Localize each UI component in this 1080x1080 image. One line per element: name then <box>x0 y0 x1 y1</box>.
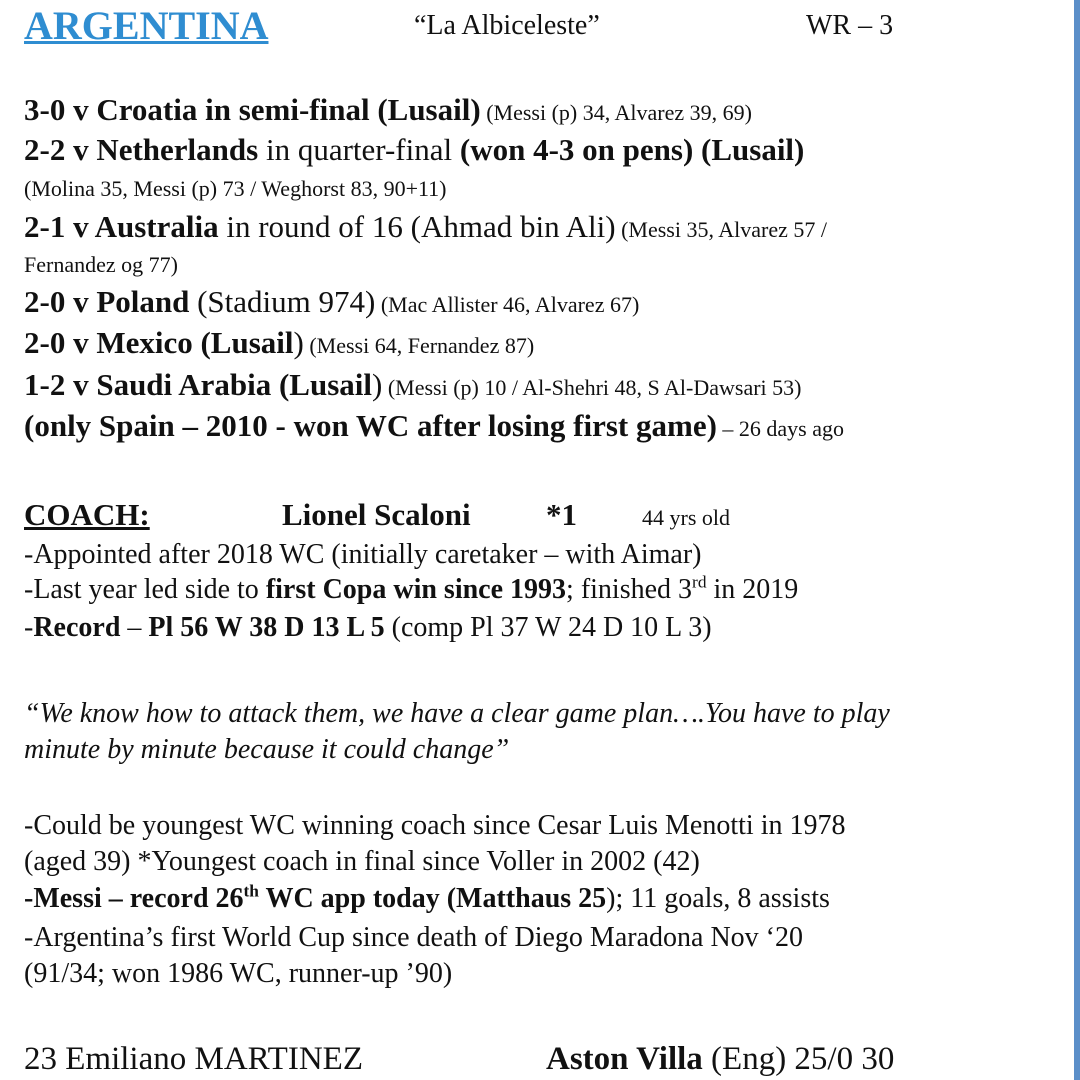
coach-quote-line1: “We know how to attack them, we have a clear game plan….You have to play <box>24 698 890 729</box>
result-stage: in round of 16 (Ahmad bin Ali) <box>218 209 616 244</box>
superscript: rd <box>692 572 707 592</box>
text-bold: Record <box>33 612 121 643</box>
note-maradona-cont: (91/34; won 1986 WC, runner-up ’90) <box>24 958 453 989</box>
note-youngest-coach: -Could be youngest WC winning coach since Cesar Luis Menotti in 1978 <box>24 810 846 841</box>
result-australia <box>24 211 827 242</box>
coach-heading: COACH: <box>24 497 150 532</box>
player-name: 23 Emiliano MARTINEZ <box>24 1041 363 1077</box>
result-venue-close: ) <box>371 367 383 402</box>
note-youngest-final: (aged 39) *Youngest coach in final since Voller in 2002 (42) <box>24 846 700 877</box>
text-bold: first Copa win since 1993 <box>265 574 567 605</box>
result-stage: in quarter-final <box>258 132 460 167</box>
result-score: 2-0 v Poland <box>24 284 190 319</box>
coach-header <box>24 497 730 533</box>
page-border <box>1074 0 1080 1080</box>
result-score: 3-0 v Croatia in semi-final (Lusail) <box>24 92 481 127</box>
note-suffix: – 26 days ago <box>716 416 845 441</box>
text-bold: Pl 56 W 38 D 13 L 5 <box>148 612 385 643</box>
coach-line-record <box>24 614 712 642</box>
result-scorers: (Mac Allister 46, Alvarez 67) <box>375 292 640 317</box>
result-scorers: (Messi (p) 10 / Al-Shehri 48, S Al-Dawsari 53) <box>382 375 802 400</box>
note-messi-record <box>24 881 830 914</box>
text: ); 11 goals, 8 assists <box>606 883 830 914</box>
result-scorers: (Messi 35, Alvarez 57 / <box>615 217 827 242</box>
result-venue: (Stadium 974) <box>189 284 376 319</box>
result-score: 2-1 v Australia <box>24 209 219 244</box>
coach-line-appointed: -Appointed after 2018 WC (initially caretaker – with Aimar) <box>24 539 702 570</box>
country-title: ARGENTINA <box>24 3 269 48</box>
result-pens: (won 4-3 on pens) (Lusail) <box>459 132 805 167</box>
text: (comp Pl 37 W 24 D 10 L 3) <box>384 612 712 643</box>
result-mexico <box>24 327 534 358</box>
text: ; finished 3 <box>566 574 693 605</box>
result-croatia <box>24 94 752 125</box>
team-nickname: “La Albiceleste” <box>414 10 600 41</box>
result-score: 2-0 v Mexico (Lusail <box>24 325 294 360</box>
text-bold: -Messi – record 26 <box>24 883 244 914</box>
result-score: 1-2 v Saudi Arabia (Lusail <box>24 367 372 402</box>
note-text: (only Spain – 2010 - won WC after losing first game) <box>24 408 717 443</box>
coach-age: 44 yrs old <box>642 505 730 530</box>
text: – <box>120 612 149 643</box>
note-maradona: -Argentina’s first World Cup since death of Diego Maradona Nov ‘20 <box>24 922 803 953</box>
superscript: th <box>243 881 259 901</box>
result-saudi-arabia <box>24 369 802 400</box>
result-scorers: (Messi (p) 34, Alvarez 39, 69) <box>480 100 752 125</box>
result-scorers: (Messi 64, Fernandez 87) <box>303 333 535 358</box>
result-poland <box>24 286 639 317</box>
coach-name: Lionel Scaloni <box>282 497 471 532</box>
player-club: Aston Villa <box>546 1041 703 1077</box>
text: in 2019 <box>706 574 799 605</box>
text-bold: WC app today (Matthaus 25 <box>258 883 607 914</box>
player-club-line <box>546 1043 894 1076</box>
text: - <box>24 612 34 643</box>
player-club-details: (Eng) 25/0 30 <box>702 1041 895 1077</box>
result-netherlands <box>24 134 804 165</box>
result-scorers: (Molina 35, Messi (p) 73 / Weghorst 83, 90+11) <box>24 176 447 201</box>
coach-line-copa <box>24 572 799 605</box>
text: -Last year led side to <box>24 574 266 605</box>
result-scorers-cont: Fernandez og 77) <box>24 252 178 277</box>
coach-quote-line2: minute by minute because it could change” <box>24 734 510 765</box>
world-ranking: WR – 3 <box>806 10 894 41</box>
spain-note <box>24 410 844 441</box>
result-score: 2-2 v Netherlands <box>24 132 259 167</box>
result-venue-close: ) <box>293 325 304 360</box>
coach-mark: *1 <box>546 497 577 532</box>
